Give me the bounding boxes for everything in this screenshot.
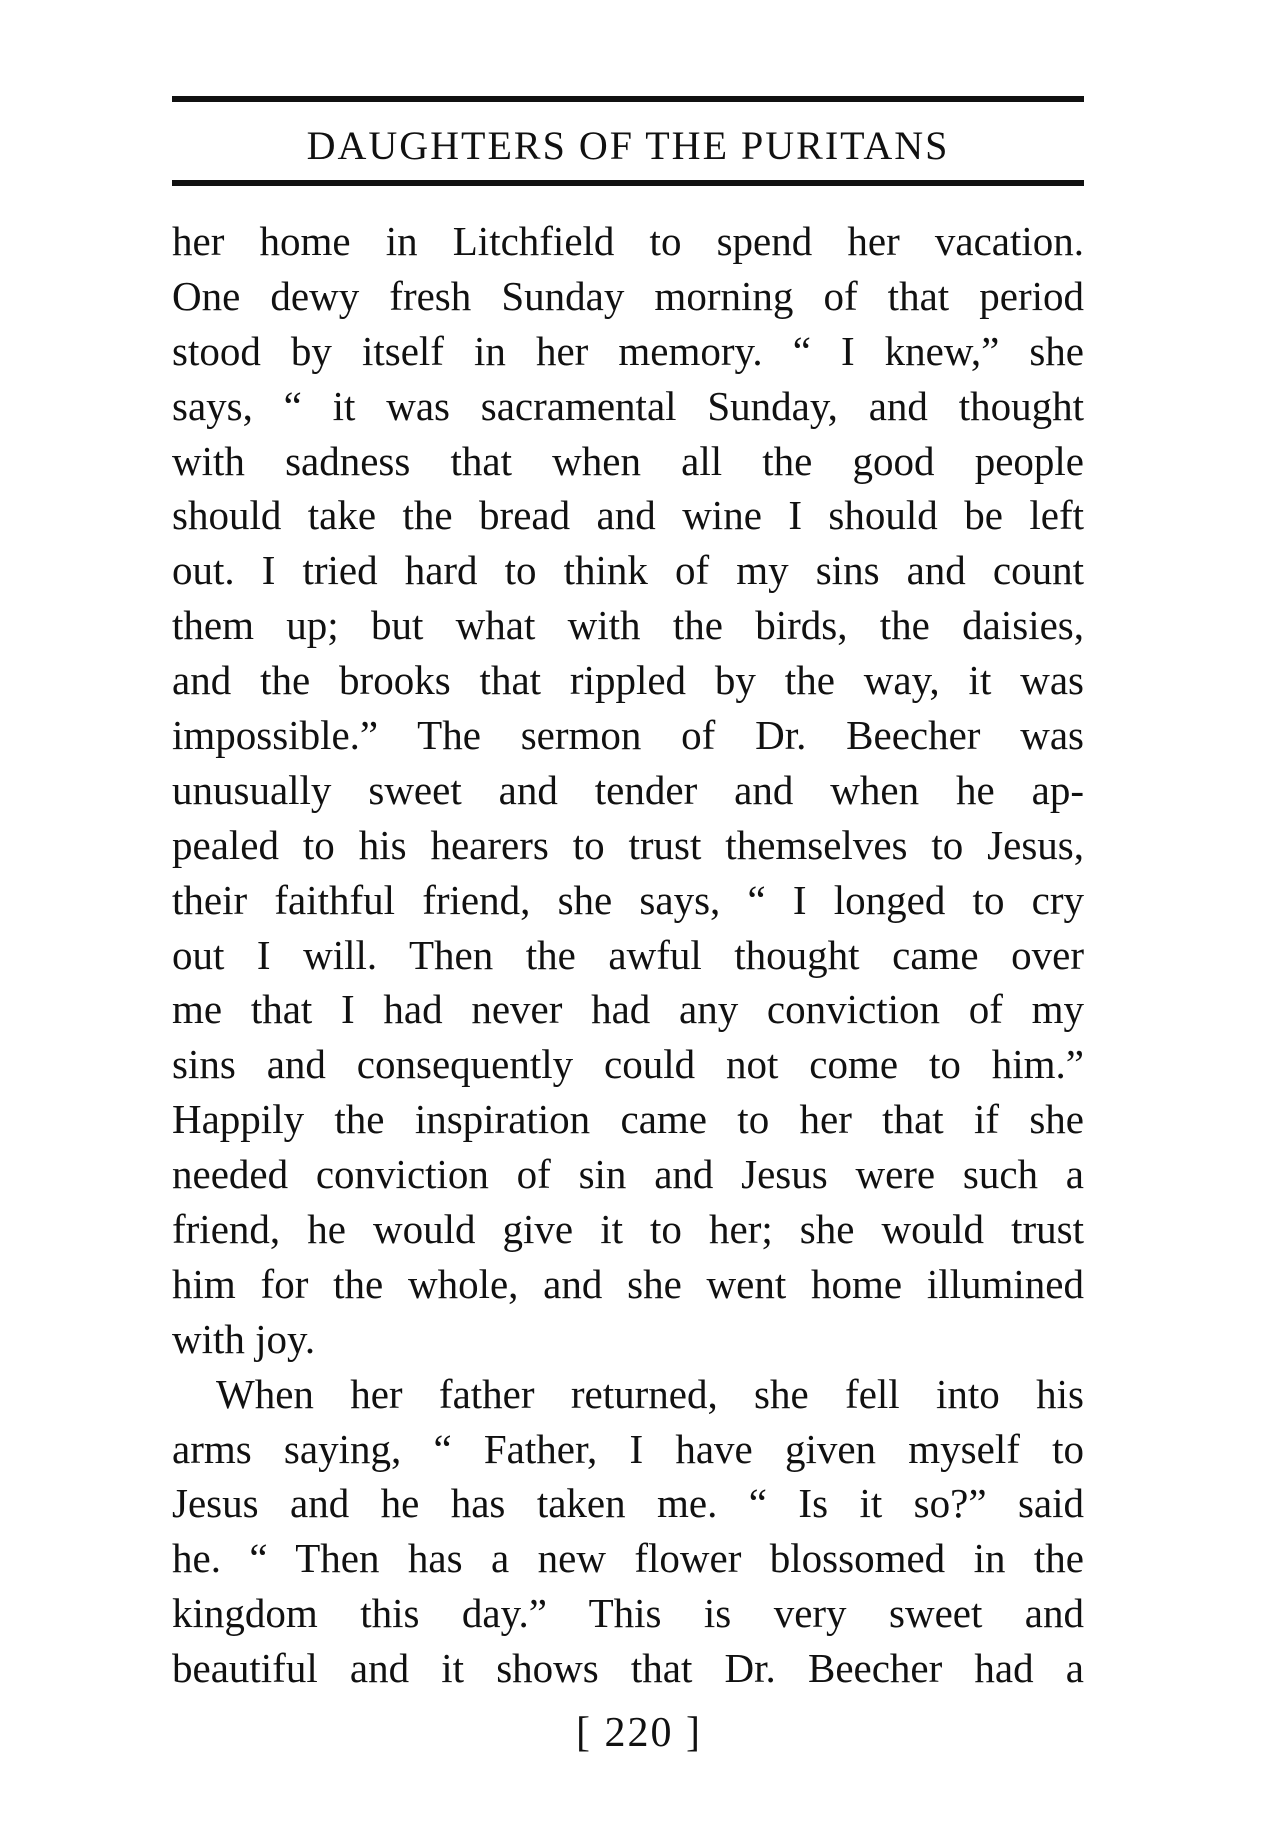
page xyxy=(172,96,1084,1696)
page-number: [ 220 ] xyxy=(576,1710,702,1756)
running-head: DAUGHTERS OF THE PURITANS xyxy=(306,123,950,168)
text-line: kingdom this day.” This is very sweet and xyxy=(172,1590,1084,1637)
text-line: unusually sweet and tender and when he ap- xyxy=(172,766,1084,813)
paragraph-1 xyxy=(172,214,1084,1367)
text-line: beautiful and it shows that Dr. Beecher had a xyxy=(172,1645,1084,1692)
text-line: arms saying, “ Father, I have given myself to xyxy=(172,1425,1084,1472)
text-line: with joy. xyxy=(172,1315,316,1362)
text-line: out I will. Then the awful thought came over xyxy=(172,931,1084,978)
text-line: stood by itself in her memory. “ I knew,” she xyxy=(172,327,1084,374)
text-line: their faithful friend, she says, “ I longed to cry xyxy=(172,876,1084,923)
header-bottom-rule xyxy=(172,180,1084,186)
text-line: impossible.” The sermon of Dr. Beecher was xyxy=(172,712,1084,759)
text-line: them up; but what with the birds, the daisies, xyxy=(172,602,1084,649)
text-line: One dewy fresh Sunday morning of that period xyxy=(172,272,1084,319)
text-line: Happily the inspiration came to her that if she xyxy=(172,1096,1084,1143)
paragraph-2 xyxy=(172,1367,1084,1696)
text-line: her home in Litchfield to spend her vacation. xyxy=(172,218,1084,264)
text-line: sins and consequently could not come to him.” xyxy=(172,1041,1084,1088)
text-line: him for the whole, and she went home illumined xyxy=(172,1260,1084,1307)
text-line: he. “ Then has a new flower blossomed in the xyxy=(172,1535,1084,1582)
text-line: out. I tried hard to think of my sins and count xyxy=(172,547,1084,594)
text-line: friend, he would give it to her; she would trust xyxy=(172,1206,1084,1253)
text-line: me that I had never had any conviction of my xyxy=(172,986,1084,1033)
text-line: pealed to his hearers to trust themselves to Jesus, xyxy=(172,821,1084,868)
text-line: says, “ it was sacramental Sunday, and thought xyxy=(172,382,1084,429)
text-line: needed conviction of sin and Jesus were such a xyxy=(172,1151,1084,1198)
text-line: and the brooks that rippled by the way, it was xyxy=(172,657,1084,704)
text-line: with sadness that when all the good people xyxy=(172,437,1084,484)
text-line: Jesus and he has taken me. “ Is it so?” said xyxy=(172,1480,1084,1527)
text-line: When her father returned, she fell into his xyxy=(216,1370,1084,1417)
text-line: should take the bread and wine I should be left xyxy=(172,492,1084,539)
